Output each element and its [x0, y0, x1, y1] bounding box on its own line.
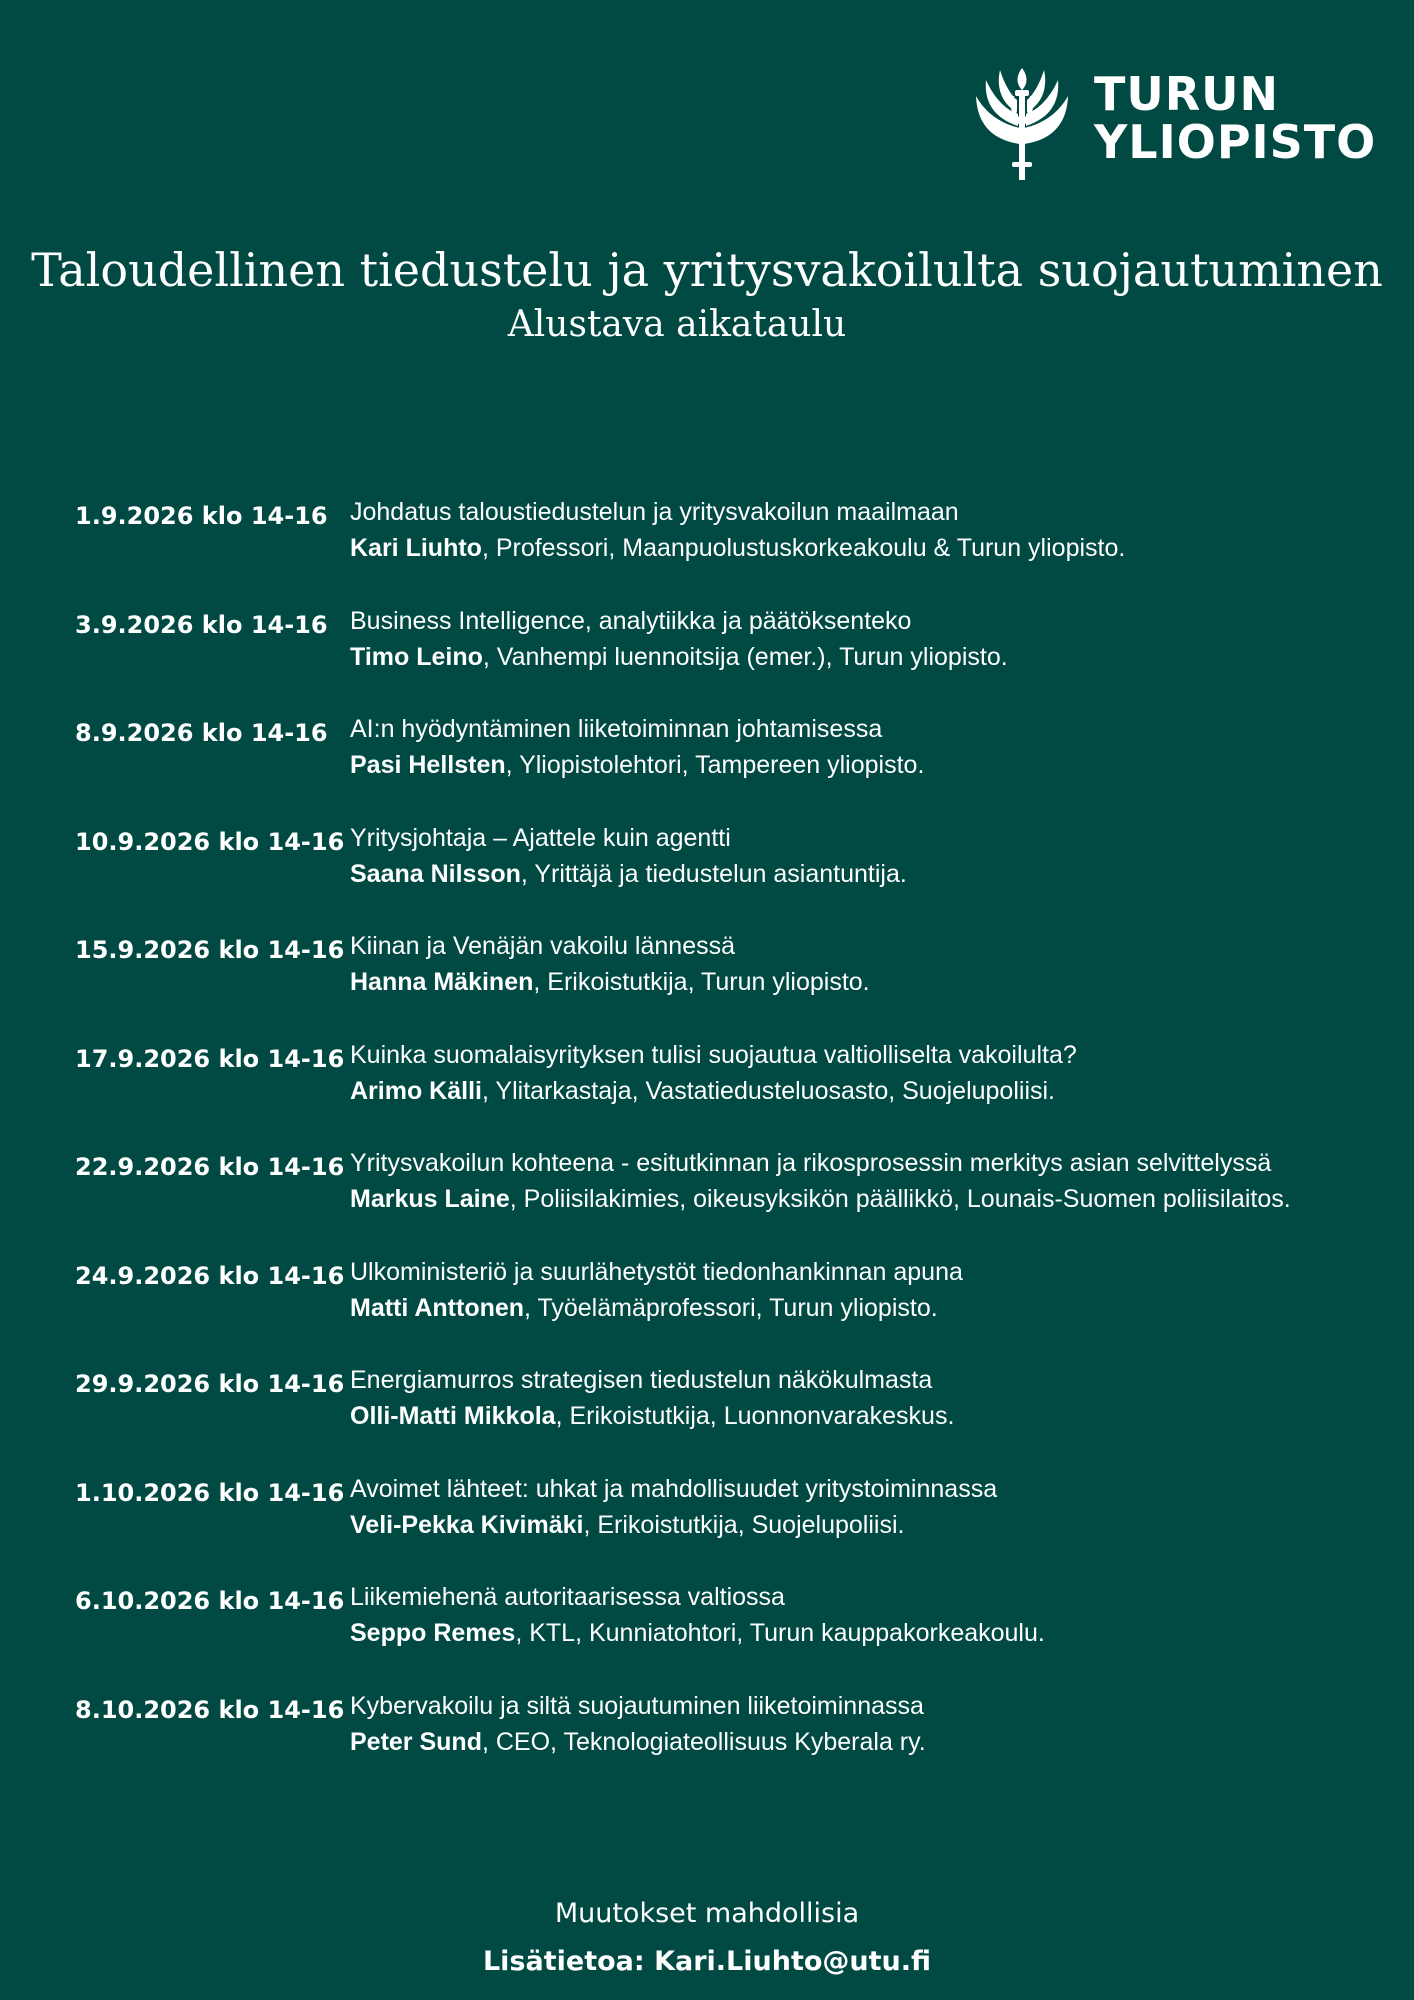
session-date: 29.9.2026 klo 14-16: [75, 1370, 345, 1398]
speaker-details: , Erikoistutkija, Luonnonvarakeskus.: [555, 1402, 955, 1430]
session-topic: Yritysjohtaja – Ajattele kuin agentti: [350, 823, 731, 852]
session-topic: Kybervakoilu ja siltä suojautuminen liiketoiminnassa: [350, 1691, 924, 1720]
speaker-name: Arimo Källi: [350, 1076, 482, 1105]
speaker-details: , Erikoistutkija, Turun yliopisto.: [533, 968, 870, 996]
university-logo: [972, 66, 1377, 182]
session-speaker-line: [350, 533, 1125, 563]
schedule-item: [75, 497, 1375, 606]
schedule-item: [75, 1148, 1375, 1257]
session-date: 10.9.2026 klo 14-16: [75, 827, 345, 856]
session-speaker-line: [350, 1293, 938, 1323]
speaker-name: Pasi Hellsten: [350, 751, 506, 779]
session-speaker-line: [350, 1727, 926, 1757]
session-date: 8.9.2026 klo 14-16: [75, 719, 328, 747]
session-date: 8.10.2026 klo 14-16: [75, 1695, 345, 1724]
schedule-item: [75, 714, 1375, 823]
speaker-details: , Työelämäprofessori, Turun yliopisto.: [524, 1293, 938, 1322]
session-date: 3.9.2026 klo 14-16: [75, 610, 328, 639]
session-date: 15.9.2026 klo 14-16: [75, 936, 345, 964]
speaker-details: , Yliopistolehtori, Tampereen yliopisto.: [505, 751, 925, 779]
schedule-item: [75, 931, 1375, 1040]
speaker-name: Peter Sund: [350, 1727, 482, 1756]
session-date: 6.10.2026 klo 14-16: [75, 1587, 345, 1615]
university-torch-wings-icon: [972, 66, 1072, 182]
schedule-item: [75, 1691, 1375, 1800]
session-topic: Energiamurros strategisen tiedustelun näkökulmasta: [350, 1366, 933, 1394]
page-subtitle: Alustava aikataulu: [507, 304, 847, 345]
session-topic: Yritysvakoilun kohteena - esitutkinnan ja rikosprosessin merkitys asian selvittelyssä: [350, 1149, 1272, 1177]
speaker-name: Timo Leino: [350, 642, 483, 671]
session-topic: Liikemiehenä autoritaarisessa valtiossa: [350, 1583, 785, 1611]
session-topic: AI:n hyödyntäminen liiketoiminnan johtamisessa: [350, 715, 883, 743]
session-topic: Johdatus taloustiedustelun ja yritysvakoilun maailmaan: [350, 498, 959, 526]
session-speaker-line: [350, 967, 870, 997]
speaker-details: , Ylitarkastaja, Vastatiedusteluosasto, Suojelupoliisi.: [481, 1076, 1055, 1105]
session-date: 1.10.2026 klo 14-16: [75, 1478, 345, 1507]
session-date: 24.9.2026 klo 14-16: [75, 1261, 345, 1290]
speaker-name: Saana Nilsson: [350, 859, 521, 888]
schedule-item: [75, 823, 1375, 932]
session-date: 1.9.2026 klo 14-16: [75, 502, 328, 530]
speaker-name: Markus Laine: [350, 1185, 510, 1213]
session-speaker-line: [350, 1401, 954, 1431]
speaker-details: , CEO, Teknologiateollisuus Kyberala ry.: [481, 1727, 926, 1756]
page-title: Taloudellinen tiedustelu ja yritysvakoilulta suojautuminen: [31, 243, 1383, 297]
speaker-details: , Vanhempi luennoitsija (emer.), Turun yliopisto.: [482, 642, 1008, 671]
changes-note: Muutokset mahdollisia: [554, 1898, 860, 1929]
logo-wordmark-line2: YLIOPISTO: [1094, 115, 1377, 169]
contact-info: Lisätietoa: Kari.Liuhto@utu.fi: [482, 1946, 932, 1977]
session-speaker-line: [350, 1076, 1055, 1106]
speaker-details: , KTL, Kunniatohtori, Turun kauppakorkeakoulu.: [515, 1619, 1045, 1647]
session-date: 17.9.2026 klo 14-16: [75, 1044, 345, 1073]
speaker-details: , Poliisilakimies, oikeusyksikön päällikkö, Lounais-Suomen poliisilaitos.: [509, 1185, 1291, 1213]
speaker-name: Veli-Pekka Kivimäki: [350, 1510, 584, 1539]
session-speaker-line: [350, 750, 924, 780]
session-topic: Ulkoministeriö ja suurlähetystöt tiedonhankinnan apuna: [350, 1257, 963, 1286]
session-topic: Business Intelligence, analytiikka ja päätöksenteko: [350, 606, 912, 635]
speaker-details: , Yrittäjä ja tiedustelun asiantuntija.: [520, 859, 907, 888]
session-topic: Kiinan ja Venäjän vakoilu lännessä: [350, 932, 735, 960]
speaker-details: , Erikoistutkija, Suojelupoliisi.: [583, 1510, 905, 1539]
schedule-list: [75, 497, 1375, 1799]
speaker-name: Seppo Remes: [350, 1619, 516, 1647]
speaker-name: Matti Anttonen: [350, 1293, 525, 1322]
session-date: 22.9.2026 klo 14-16: [75, 1153, 345, 1181]
schedule-item: [75, 1257, 1375, 1366]
schedule-item: [75, 1582, 1375, 1691]
speaker-details: , Professori, Maanpuolustuskorkeakoulu & Turun yliopisto.: [481, 534, 1126, 562]
schedule-item: [75, 1040, 1375, 1149]
schedule-item: [75, 606, 1375, 715]
logo-wordmark-line1: TURUN: [1094, 67, 1280, 121]
speaker-name: Hanna Mäkinen: [350, 968, 534, 996]
schedule-item: [75, 1474, 1375, 1583]
session-speaker-line: [350, 1618, 1045, 1648]
session-speaker-line: [350, 642, 1008, 672]
speaker-name: Kari Liuhto: [350, 534, 482, 562]
speaker-name: Olli-Matti Mikkola: [350, 1402, 556, 1430]
session-topic: Avoimet lähteet: uhkat ja mahdollisuudet yritystoiminnassa: [350, 1474, 998, 1503]
session-speaker-line: [350, 1184, 1291, 1214]
session-speaker-line: [350, 1510, 904, 1540]
session-topic: Kuinka suomalaisyrityksen tulisi suojautua valtiolliselta vakoilulta?: [350, 1040, 1077, 1069]
session-speaker-line: [350, 859, 907, 889]
schedule-item: [75, 1365, 1375, 1474]
